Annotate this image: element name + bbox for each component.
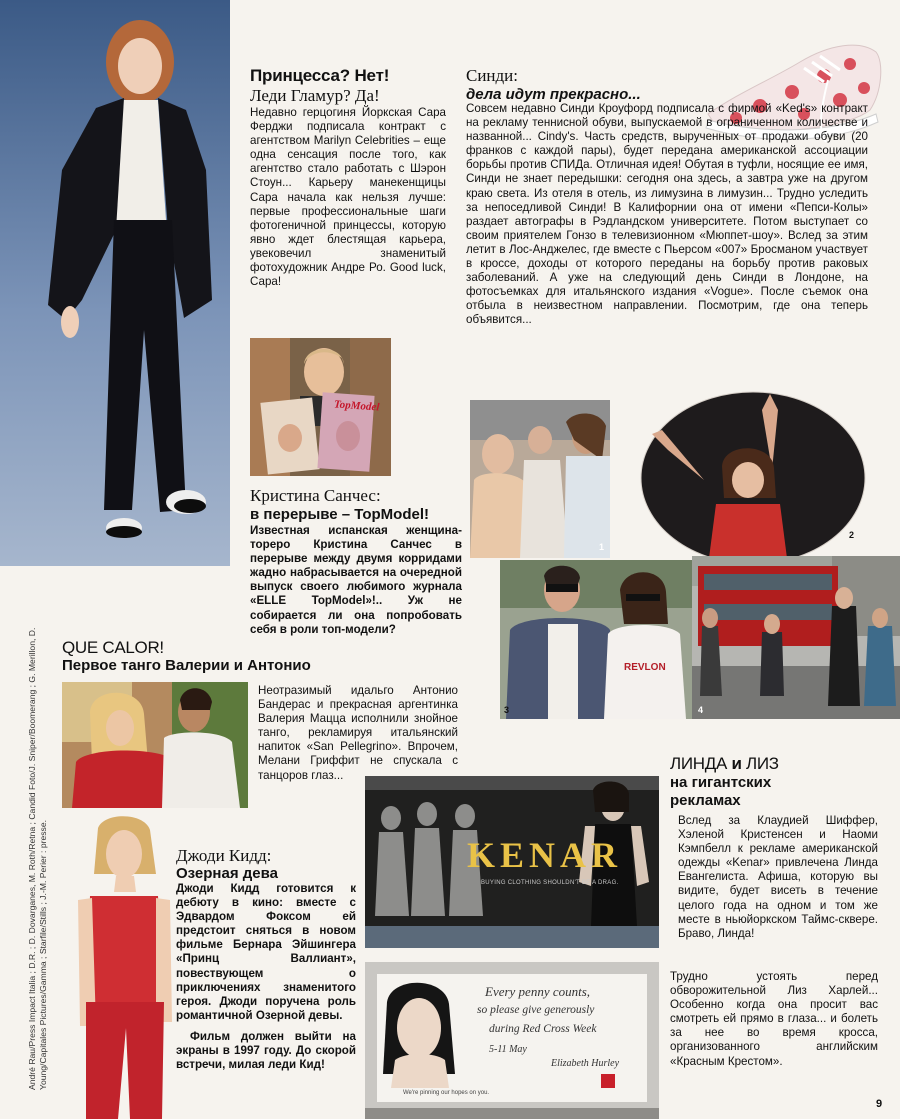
poster-handwriting-2: so please give generously (477, 1004, 595, 1016)
photo-caption-3: 3 (504, 705, 510, 715)
photo-caption-2: 2 (848, 530, 854, 540)
cindy-photo-3 (500, 560, 692, 719)
photo-caption-4: 4 (698, 705, 704, 715)
photo-credits: André Rau/Press Impact Italia ; D.R. ; D. Dovarganes, M. Roth/Retna ; Candid Foto/J. Sniper/Boomerang ; G. Merillon, D. Young/Capitales Pictures/Gamma ; Starfile/Stills ; J.-M. Perier : presse. (27, 627, 48, 1090)
page-number: 9 (876, 1098, 883, 1110)
jodie-heading-1: Джоди Кидд: (176, 846, 272, 865)
fergie-heading-2: Леди Гламур? Да! (250, 86, 380, 105)
cindy-photo-2 (638, 390, 868, 566)
magazine-logo: TopModel (333, 398, 380, 414)
cristina-heading-2: в перерыве – TopModel! (250, 506, 430, 523)
kenar-billboard-photo (365, 776, 659, 948)
cindy-heading-2: дела идут прекрасно... (466, 86, 641, 103)
linda-body-1: Вслед за Клаудией Шиффер, Хэленой Кристенсен и Наоми Кэмпбелл к рекламе американской одежды «Kenar» привлечена Линда Евангелиста. Афиша, которую вы видите, будет висеть в течение целого года на одном и том же месте в ньюйоркском Таймс-сквере. Браво, Линда! (678, 814, 878, 940)
cindy-body: Совсем недавно Синди Кроуфорд подписала с фирмой «Ked's» контракт на рекламу теннисной обуви, выпускаемой в ограниченном количестве и названной... Cindy's. Часть средств, вырученных от продажи обуви (20 франков с каждой пары), будет передана американской ассоциации борьбы против СПИДа. Отличная идея! Обутая в туфли, носящие ее имя, Синди не знает передышки: сегодня она здесь, а завтра уже на другом краю света. Из отеля в отель, из лимузина в лимузин... Трудно уследить за непоседливой Синди! В Калифорнии она от имени «Пепси-Колы» раздает автографы в Рэдландском университете. Потом выступает со своим приятелем Гонзо в телевизионном «Мюппет-шоу». Вслед за этим летит в Лос-Анджелес, где вместе с Пьерсом «007» Бросманом участвует в кроссе, доходы от которого переданы на борьбу против раковых заболеваний. А уже на следующий день Синди в Лондоне, на фотосъемках для итальянского издания «Vogue». После съемок она отбыла в неизвестном направлении. Посмотрим, где она теперь объявится... (466, 102, 868, 327)
billboard-tagline: BUYING CLOTHING SHOULDN'T BE A DRAG. (481, 880, 619, 886)
jodie-body-1: Джоди Кидд готовится к дебюту в кино: вместе с Эдвардом Фоксом ей предстоит сняться в новом фильме Бернара Эйшингера «Принц Валлиант», повествующем о приключениях знаменитого героя. Джоди поручена роль романтичной Озерной девы. (176, 882, 356, 1022)
cindy-heading-1: Синди: (466, 66, 519, 85)
svg-text:REVLON: REVLON (624, 662, 666, 673)
linda-body-2: Трудно устоять перед обворожительной Лиз Харлей... Особенно когда она просит вас смотреть ей прямо в глаза... и болеть за нее во время кросса, организованного английским «Красным Крестом». (670, 970, 878, 1068)
billboard-brand: KENAR (467, 835, 623, 875)
poster-handwriting-4: 5-11 May (489, 1044, 527, 1055)
jodie-body-2: Фильм должен выйти на экраны в 1997 году. До скорой встречи, милая леди Кид! (176, 1030, 356, 1072)
linda-heading-2: на гигантских рекламах (670, 774, 772, 809)
tango-photo (62, 682, 248, 808)
tango-heading-1: QUE CALOR! (62, 638, 164, 657)
jodie-photo (60, 816, 180, 1119)
poster-footer: We're pinning our hopes on you. (403, 1090, 490, 1096)
linda-heading-conj: и (731, 754, 742, 773)
fergie-body: Недавно герцогиня Йоркская Сара Ферджи подписала контракт с агентством Marilyn Celebrities – еще одна сенсация после того, как агентство стало работать с Шэрон Стоун... Карьеру манекенщицы Сара начала как нельзя лучше: первые профессиональные шаги фотогеничной принцессы, которую явно ждет блестящая карьера, увековечил знаменитый фотохудожник Андре Ро. Good luck, Сара! (250, 106, 446, 289)
fergie-photo (0, 0, 230, 566)
linda-heading-name-2: ЛИЗ (741, 754, 779, 773)
photo-caption-1: 1 (598, 542, 604, 552)
fergie-heading-1: Принцесса? Нет! (250, 66, 390, 85)
red-cross-poster-photo (365, 962, 659, 1119)
cristina-body: Известная испанская женщина-тореро Кристина Санчес в перерыве между двумя корридами жадно набрасывается на очередной выпуск своего любимого журнала «ELLE TopModel»!.. Уж не собирается ли она попробовать себя в роли топ-модели? (250, 524, 462, 636)
tango-heading-2: Первое танго Валерии и Антонио (62, 657, 311, 674)
cindy-photo-4 (692, 556, 900, 719)
tango-body: Неотразимый идальго Антонио Бандерас и прекрасная аргентинка Валерия Мацца исполнили знойное танго, рекламируя итальянский напиток «San Pellegrino». Впрочем, Мелани Гриффит не спускала с танцоров глаз... (258, 684, 458, 782)
poster-handwriting-3: during Red Cross Week (489, 1023, 597, 1035)
jodie-heading-2: Озерная дева (176, 865, 278, 882)
linda-heading-1 (670, 754, 779, 774)
cindy-photo-1 (470, 400, 610, 558)
cristina-photo (250, 338, 391, 476)
poster-handwriting-1: Every penny counts, (485, 984, 591, 999)
linda-heading-name-1: ЛИНДА (670, 754, 732, 773)
cristina-heading-1: Кристина Санчес: (250, 486, 381, 505)
poster-signature: Elizabeth Hurley (551, 1058, 620, 1069)
